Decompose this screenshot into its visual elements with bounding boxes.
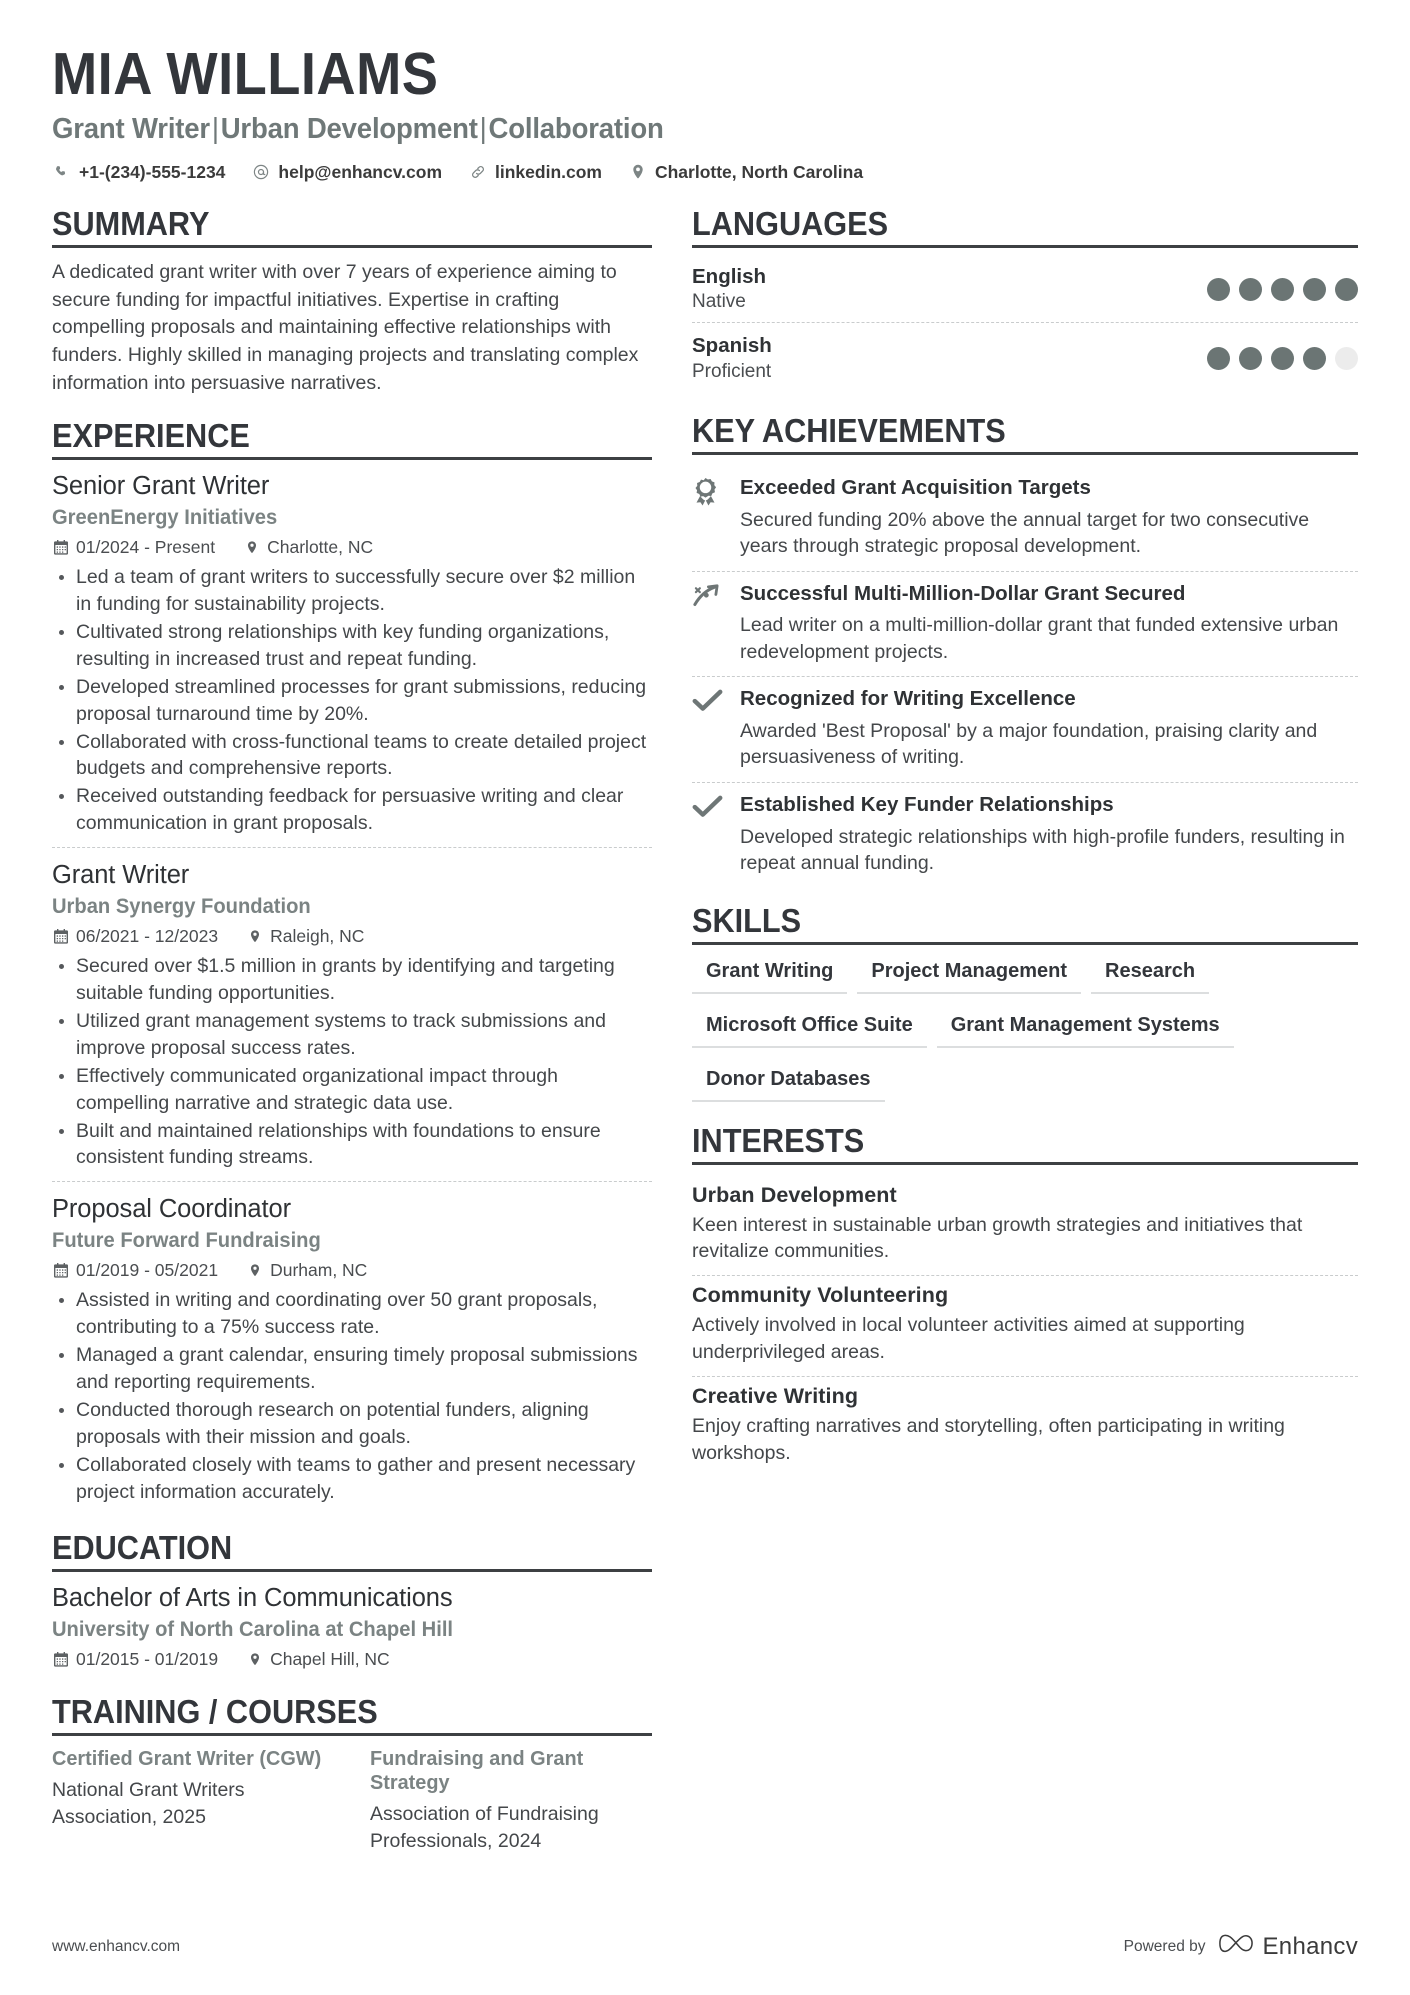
interest-desc: Enjoy crafting narratives and storytelling, often participating in writing workshops.: [692, 1415, 1285, 1465]
bullet-item: Led a team of grant writers to successfully secure over $2 million in funding for sustainability projects.: [52, 564, 652, 618]
language-row: [692, 259, 1358, 323]
rating-dot: [1271, 347, 1294, 370]
experience-role: Proposal Coordinator: [52, 1195, 291, 1224]
experience-bullets: [52, 564, 652, 837]
bullet-item: Collaborated closely with teams to gather and present necessary project information accurately.: [52, 1452, 652, 1506]
left-column: [52, 205, 652, 1859]
resume-body: [52, 205, 1358, 1859]
bullet-item: Secured over $1.5 million in grants by identifying and targeting suitable funding opportunities.: [52, 953, 652, 1007]
contact-link: [468, 162, 602, 183]
skills-list: [692, 956, 1358, 1118]
section-languages: [692, 205, 1358, 392]
headline-part-1: Grant Writer: [52, 112, 210, 145]
section-rule: [692, 942, 1358, 945]
bullet-item: Cultivated strong relationships with key funding organizations, resulting in increased trust and repeat funding.: [52, 619, 652, 673]
contact-link-text: linkedin.com: [495, 161, 602, 182]
language-row: [692, 322, 1358, 392]
experience-location: [246, 1260, 367, 1281]
achievement-title: Recognized for Writing Excellence: [740, 687, 1076, 711]
experience-org: GreenEnergy Initiatives: [52, 506, 278, 530]
experience-location: [246, 926, 364, 947]
achievement-desc: Awarded 'Best Proposal' by a major foundation, praising clarity and persuasiveness of writing.: [740, 719, 1318, 769]
interest-desc: Keen interest in sustainable urban growth strategies and initiatives that revitalize communities.: [692, 1213, 1303, 1263]
interest-item: [692, 1376, 1358, 1477]
enhancv-brand: [1218, 1932, 1359, 1961]
calendar-icon: [52, 1263, 69, 1278]
achievement-body: [740, 792, 1358, 877]
location-pin-icon: [246, 1652, 263, 1667]
rating-dot: [1207, 347, 1230, 370]
interest-desc: Actively involved in local volunteer activities aimed at supporting underprivileged areas.: [692, 1314, 1245, 1364]
headline-separator: |: [211, 112, 219, 145]
location-pin-icon: [246, 929, 263, 944]
checkmark-icon: [692, 686, 740, 771]
experience-entry: [52, 847, 652, 1181]
bullet-item: Effectively communicated organizational impact through compelling narrative and strategic data use.: [52, 1063, 652, 1117]
education-entry: [52, 1583, 652, 1679]
achievement-body: [740, 475, 1358, 560]
contact-email-text: help@enhancv.com: [278, 161, 443, 182]
section-rule: [52, 245, 652, 248]
bullet-item: Utilized grant management systems to track submissions and improve proposal success rates.: [52, 1008, 652, 1062]
checkmark-icon: [692, 792, 740, 877]
section-title-skills: SKILLS: [692, 901, 802, 939]
language-info: [692, 265, 766, 314]
experience-location: [243, 537, 373, 558]
education-dates: [52, 1649, 218, 1670]
section-title-interests: INTERESTS: [692, 1121, 865, 1159]
language-info: [692, 334, 772, 383]
section-interests: [692, 1122, 1358, 1477]
training-grid: [52, 1747, 652, 1855]
experience-meta: [52, 537, 652, 558]
section-title-languages: LANGUAGES: [692, 204, 889, 242]
rating-dot-empty: [1335, 347, 1358, 370]
experience-role: Senior Grant Writer: [52, 472, 270, 501]
achievement-item: [692, 782, 1358, 888]
contact-location-text: Charlotte, North Carolina: [654, 161, 864, 182]
experience-org: Urban Synergy Foundation: [52, 895, 311, 919]
section-title-summary: SUMMARY: [52, 204, 210, 242]
contact-phone: [52, 162, 225, 183]
experience-dates: [52, 926, 218, 947]
summary-text: A dedicated grant writer with over 7 years of experience aiming to secure funding for impactful initiatives. Expertise in crafting compelling proposals and maintaining effective relationships with funders. Highly skilled in managing projects and translating complex information into persuasive narratives.: [52, 260, 639, 394]
enhancv-brand-name: Enhancv: [1262, 1932, 1358, 1960]
rating-dot: [1335, 278, 1358, 301]
calendar-icon: [52, 540, 69, 555]
section-education: [52, 1529, 652, 1679]
page-footer: [52, 1932, 1358, 1961]
section-rule: [692, 452, 1358, 455]
skill-chip: Research: [1091, 956, 1209, 994]
calendar-icon: [52, 1652, 69, 1667]
location-pin-icon: [628, 164, 648, 180]
achievement-title: Exceeded Grant Acquisition Targets: [740, 476, 1091, 499]
section-training: [52, 1693, 652, 1855]
contact-email: [251, 162, 442, 183]
training-desc: National Grant Writers Association, 2025: [52, 1779, 245, 1829]
interest-item: [692, 1275, 1358, 1376]
headline-part-2: Urban Development: [220, 112, 478, 145]
experience-location-text: Durham, NC: [270, 1260, 368, 1281]
rating-dot: [1239, 278, 1262, 301]
training-desc: Association of Fundraising Professionals, 2024: [370, 1803, 599, 1853]
education-degree: Bachelor of Arts in Communications: [52, 1584, 453, 1613]
section-title-education: EDUCATION: [52, 1529, 233, 1567]
section-experience: [52, 417, 652, 1515]
language-name: Spanish: [692, 334, 772, 358]
education-meta: [52, 1649, 652, 1670]
training-item: [370, 1747, 652, 1855]
location-pin-icon: [243, 540, 260, 555]
headline-separator: |: [479, 112, 487, 145]
link-icon: [468, 164, 488, 180]
training-name: Certified Grant Writer (CGW): [52, 1747, 322, 1771]
language-rating-dots: [1207, 347, 1358, 370]
skill-chip: Microsoft Office Suite: [692, 1010, 927, 1048]
interest-name: Community Volunteering: [692, 1283, 949, 1308]
experience-dates-text: 01/2019 - 05/2021: [76, 1260, 219, 1281]
achievement-item: [692, 571, 1358, 677]
education-location-text: Chapel Hill, NC: [270, 1649, 390, 1670]
experience-location-text: Charlotte, NC: [267, 537, 374, 558]
experience-dates: [52, 1260, 218, 1281]
footer-url[interactable]: www.enhancv.com: [52, 1937, 181, 1955]
award-badge-icon: [692, 475, 740, 560]
interest-item: [692, 1176, 1358, 1276]
skill-chip: Grant Writing: [692, 956, 847, 994]
education-school: University of North Carolina at Chapel Hill: [52, 1618, 454, 1642]
language-level: Proficient: [692, 361, 772, 383]
bullet-item: Managed a grant calendar, ensuring timely proposal submissions and reporting requirements.: [52, 1342, 652, 1396]
experience-meta: [52, 1260, 652, 1281]
bullet-item: Collaborated with cross-functional teams to create detailed project budgets and comprehensive reports.: [52, 729, 652, 783]
achievement-body: [740, 581, 1358, 666]
language-name: English: [692, 264, 767, 288]
section-rule: [692, 245, 1358, 248]
right-column: [692, 205, 1358, 1481]
contact-bar: [52, 162, 1358, 183]
achievement-desc: Lead writer on a multi-million-dollar grant that funded extensive urban redevelopment projects.: [740, 614, 1339, 663]
skill-chip: Donor Databases: [692, 1064, 885, 1102]
candidate-name: MIA WILLIAMS: [52, 41, 439, 107]
interest-name: Urban Development: [692, 1182, 897, 1207]
headline-part-3: Collaboration: [488, 112, 664, 145]
email-icon: [251, 164, 271, 180]
language-level: Native: [692, 291, 746, 313]
education-dates-text: 01/2015 - 01/2019: [76, 1649, 219, 1670]
experience-dates-text: 06/2021 - 12/2023: [76, 926, 219, 947]
rating-dot: [1303, 347, 1326, 370]
rating-dot: [1207, 278, 1230, 301]
interest-name: Creative Writing: [692, 1384, 859, 1409]
experience-entry: [52, 1181, 652, 1515]
location-pin-icon: [246, 1263, 263, 1278]
achievement-title: Established Key Funder Relationships: [740, 792, 1114, 816]
language-rating-dots: [1207, 278, 1358, 301]
section-rule: [52, 1569, 652, 1572]
rating-dot: [1303, 278, 1326, 301]
experience-location-text: Raleigh, NC: [270, 926, 365, 947]
contact-location: [628, 162, 863, 183]
achievement-item: [692, 466, 1358, 571]
section-summary: [52, 205, 652, 397]
achievement-body: [740, 686, 1358, 771]
experience-dates: [52, 537, 215, 558]
powered-by-label: Powered by: [1123, 1937, 1206, 1955]
bullet-item: Built and maintained relationships with foundations to ensure consistent funding streams.: [52, 1118, 652, 1172]
bullet-item: Developed streamlined processes for grant submissions, reducing proposal turnaround time by 20%.: [52, 674, 652, 728]
footer-brand-area: [1124, 1932, 1358, 1961]
section-achievements: [692, 412, 1358, 888]
section-skills: [692, 902, 1358, 1118]
enhancv-logo-icon: [1218, 1932, 1256, 1961]
calendar-icon: [52, 929, 69, 944]
achievement-title: Successful Multi-Million-Dollar Grant Secured: [740, 581, 1186, 605]
skill-chip: Project Management: [857, 956, 1081, 994]
achievement-desc: Secured funding 20% above the annual target for two consecutive years through strategic proposal development.: [740, 508, 1310, 558]
achievement-desc: Developed strategic relationships with high-profile funders, resulting in repeat annual funding.: [740, 825, 1345, 875]
experience-bullets: [52, 953, 652, 1171]
resume-header: [52, 41, 1358, 183]
section-title-experience: EXPERIENCE: [52, 417, 250, 455]
rising-arrow-icon: [692, 581, 740, 666]
candidate-headline: [52, 113, 1293, 146]
experience-dates-text: 01/2024 - Present: [76, 537, 216, 558]
skill-chip: Grant Management Systems: [937, 1010, 1234, 1048]
experience-meta: [52, 926, 652, 947]
training-item: [52, 1747, 334, 1855]
bullet-item: Conducted thorough research on potential funders, aligning proposals with their mission and goals.: [52, 1397, 652, 1451]
bullet-item: Received outstanding feedback for persuasive writing and clear communication in grant proposals.: [52, 783, 652, 837]
experience-org: Future Forward Fundraising: [52, 1229, 321, 1253]
svg-text:1: 1: [703, 483, 708, 493]
section-rule: [52, 457, 652, 460]
experience-bullets: [52, 1287, 652, 1505]
section-rule: [52, 1733, 652, 1736]
education-location: [246, 1649, 390, 1670]
experience-entry: [52, 471, 652, 847]
rating-dot: [1239, 347, 1262, 370]
section-rule: [692, 1162, 1358, 1165]
bullet-item: Assisted in writing and coordinating over 50 grant proposals, contributing to a 75% success rate.: [52, 1287, 652, 1341]
training-name: Fundraising and Grant Strategy: [370, 1747, 584, 1795]
section-title-achievements: KEY ACHIEVEMENTS: [692, 412, 1006, 450]
achievement-item: [692, 676, 1358, 782]
phone-icon: [52, 165, 72, 180]
contact-phone-text: +1-(234)-555-1234: [79, 161, 226, 182]
experience-role: Grant Writer: [52, 861, 190, 890]
rating-dot: [1271, 278, 1294, 301]
section-title-training: TRAINING / COURSES: [52, 1693, 378, 1731]
